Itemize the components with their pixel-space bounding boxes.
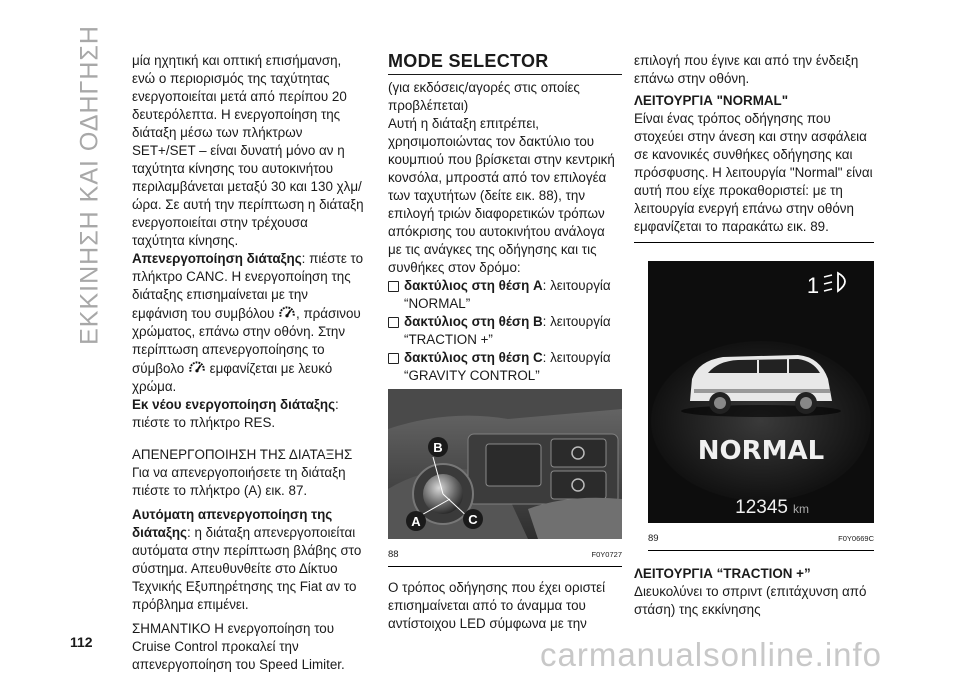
column-3 [634,52,874,619]
paragraph: μία ηχητική και οπτική επισήμανση, ενώ ο περιορισμός της ταχύτητας ενεργοποιείται μετά από περίπου 20 δευτερόλεπτα. Η ενεργοποίηση της διάταξη μέσω των πλήκτρων SET+/SET – είναι δυνατή μόνο αν η ταχύτητα κίνησης του αυτοκινήτου περιλαμβάνεται μεταξύ 30 και 130 χλμ/ώρα. Σε αυτή την περίπτωση η διάταξη ενεργοποιείται στην τρέχουσα ταχύτητα κίνησης. [132,53,364,248]
column-2 [388,52,622,633]
car-illustration [681,355,841,417]
heading-deactivate-device: ΑΠΕΝΕΡΓΟΠΟΙΗΣΗ ΤΗΣ ΔΙΑΤΑΞΗΣ [132,447,353,462]
figure-caption: 89 F0Y0669C [648,533,874,544]
paragraph: (για εκδόσεις/αγορές στις οποίες προβλέπεται) [388,80,580,113]
divider [388,566,622,567]
divider [648,550,874,551]
instrument-display [648,261,874,523]
paragraph: επιλογή που έγινε και από την ένδειξη επάνω στην οθόνη. [634,53,859,86]
divider [634,242,874,243]
callout-b: B [433,440,443,455]
section-heading: MODE SELECTOR [388,51,549,71]
paragraph: Για να απενεργοποιήσετε τη διάταξη πιέστε το πλήκτρο (A) εικ. 87. [132,465,346,498]
figure-caption: 88 F0Y0727 [388,549,622,560]
callout-a: A [411,514,421,529]
list-item: δακτύλιος στη θέση A: λειτουργία “NORMAL” [388,277,622,313]
mode-selector-photo [388,389,622,539]
column-1 [132,52,364,674]
callout-c: C [468,512,478,527]
paragraph: Είναι ένας τρόπος οδήγησης που στοχεύει στην άνεση και στην ασφάλεια σε κανονικές συνθήκες οδήγησης και πρόσφυσης. Η λειτουργία "Normal" είναι αυτή που είχε προκαθοριστεί: με τη λειτουργία ενεργή επάνω στην οθόνη εμφανίζεται το παρακάτω εικ. 89. [634,111,873,234]
divider [388,74,622,75]
square-bullet-icon [388,317,399,328]
list-item: δακτύλιος στη θέση C: λειτουργία “GRAVITY CONTROL” [388,349,622,385]
paragraph: Αυτή η διάταξη επιτρέπει, χρησιμοποιώντας τον δακτύλιο του κουμπιού που βρίσκεται στην κεντρική κονσόλα, μπροστά από τον επιλογέα των ταχυτήτων (δείτε εικ. 88), την επιλογή τριών διαφορετικών τρόπων απόκρισης του αυτοκινήτου ανάλογα με τις ανάγκες της οδήγησης και τις συνθήκες στον δρόμο: [388,116,615,275]
square-bullet-icon [388,281,399,292]
paragraph: Ο τρόπος οδήγησης που έχει οριστεί επισημαίνεται από το άναμμα του αντίστοιχου LED σύμφωνα με την [388,580,606,631]
paragraph-deactivation: Απενεργοποίηση διάταξης: πιέστε το πλήκτρο CANC. Η ενεργοποίηση της διάταξης επισημαίνεται με την εμφάνιση του συμβόλου , πράσινου χρώματος, επάνω στην οθόνη. Στην περίπτωση απενεργοποίησης το σύμβολο εμφανίζεται με λευκό χρώμα. [132,251,364,394]
list-item: δακτύλιος στη θέση B: λειτουργία “TRACTION +” [388,313,622,349]
figure-89 [648,261,874,551]
figure-88 [388,389,622,567]
square-bullet-icon [388,353,399,364]
paragraph-auto-deactivation: Αυτόματη απενεργοποίηση της διάταξης: η διάταξη απενεργοποιείται αυτόματα στην περίπτωση βλάβης στο σύστημα. Απευθυνθείτε στο Δίκτυο Τεχνικής Εξυπηρέτησης της Fiat αν το πρόβλημα επιμένει. [132,507,362,612]
paragraph: Διευκολύνει το σπριντ (επιτάχυνση από στάση) της εκκίνησης [634,584,867,617]
odometer-unit: km [793,502,809,516]
speedometer-icon [188,359,206,377]
gear-indicator: 1 [806,273,820,298]
section-side-title [60,25,120,345]
side-title-text: ΕΚΚΙΝΗΣΗ ΚΑΙ ΟΔΗΓΗΣΗ [75,25,104,345]
page-number: 112 [70,634,93,650]
important-note: ΣΗΜΑΝΤΙΚΟ Η ενεργοποίηση του Cruise Control προκαλεί την απενεργοποίηση του Speed Limiter. [132,621,345,672]
paragraph-reactivation: Εκ νέου ενεργοποίηση διάταξης: πιέστε το πλήκτρο RES. [132,397,339,430]
drive-mode-label: NORMAL [697,436,825,466]
watermark: carmanualsonline.info [540,636,883,673]
odometer-value: 12345 [735,497,788,518]
heading-traction: ΛΕΙΤΟΥΡΓΙΑ “TRACTION +” [634,566,811,581]
heading-normal: ΛΕΙΤΟΥΡΓΙΑ "NORMAL" [634,93,789,108]
speedometer-icon [278,304,296,322]
